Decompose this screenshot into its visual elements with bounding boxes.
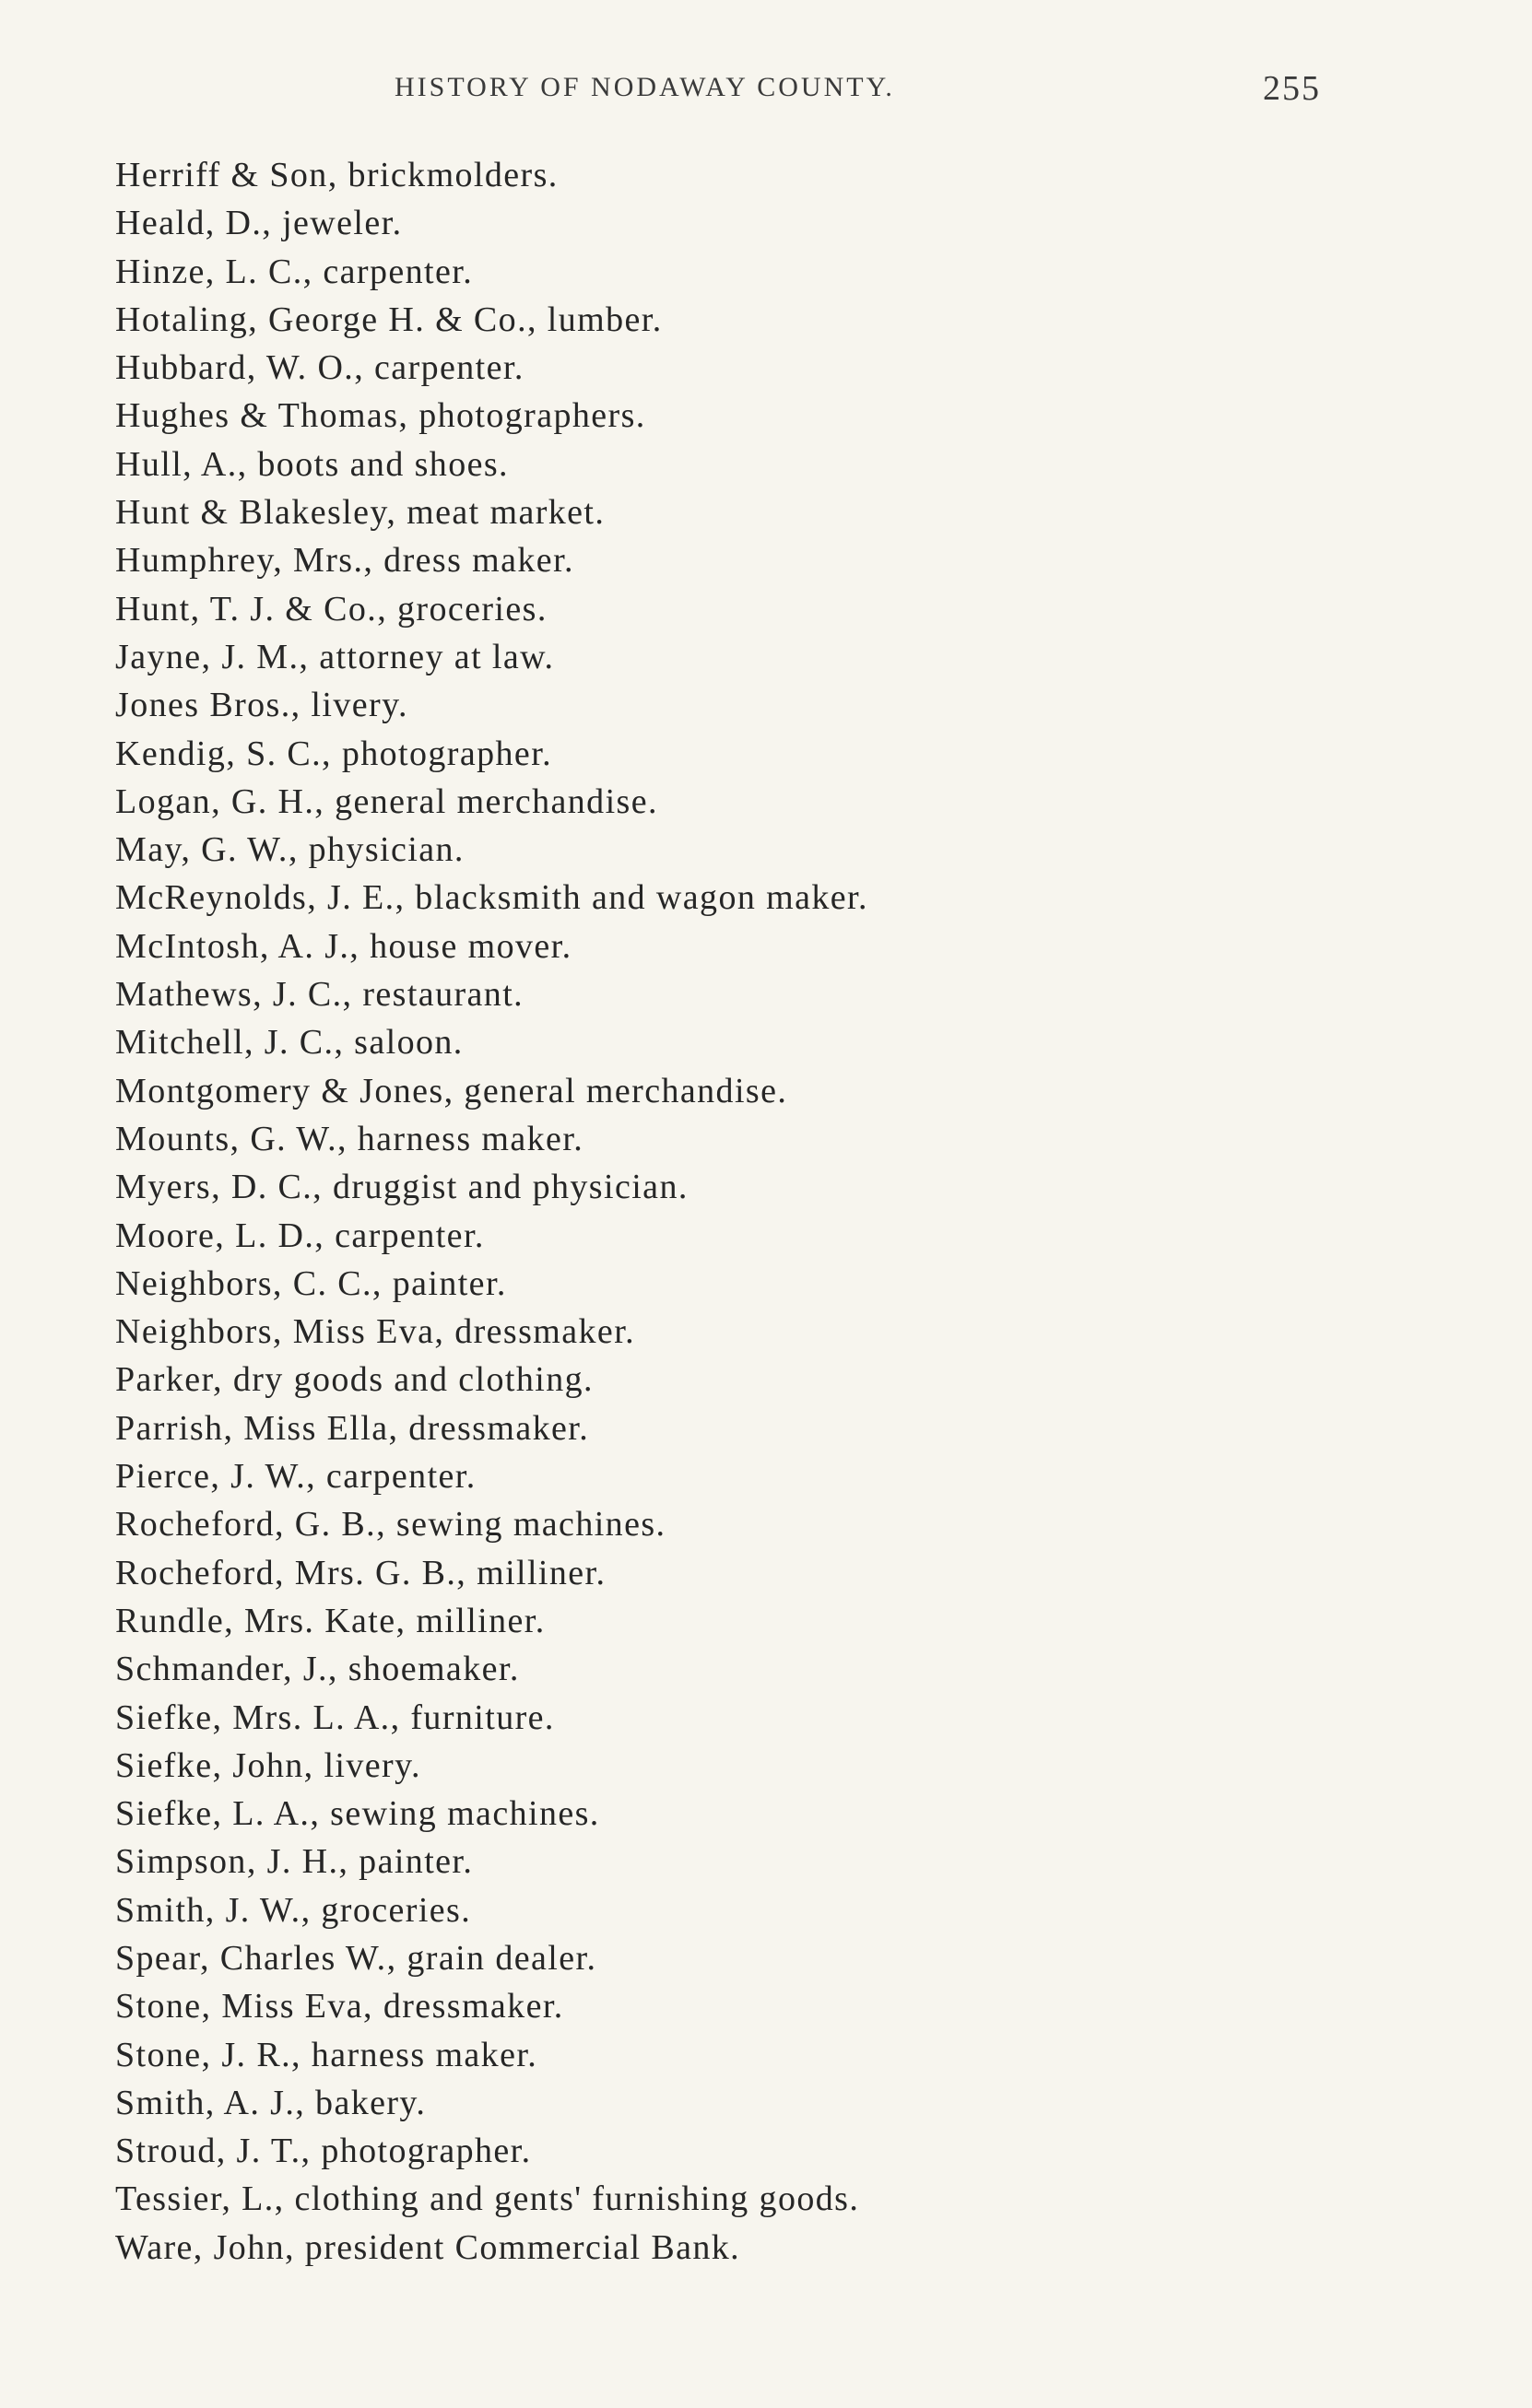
directory-entry: Kendig, S. C., photographer. bbox=[115, 734, 553, 773]
directory-entry: Rocheford, G. B., sewing machines. bbox=[115, 1505, 666, 1545]
directory-entry: Hotaling, George H. & Co., lumber. bbox=[115, 300, 663, 339]
directory-entry: Spear, Charles W., grain dealer. bbox=[115, 1938, 597, 1978]
directory-entry: Herriff & Son, brickmolders. bbox=[115, 156, 559, 194]
directory-entry: Siefke, Mrs. L. A., furniture. bbox=[115, 1697, 555, 1737]
directory-entry: Stroud, J. T., photographer. bbox=[115, 2132, 532, 2171]
directory-entry: Rundle, Mrs. Kate, milliner. bbox=[115, 1601, 546, 1640]
directory-entry: Smith, J. W., groceries. bbox=[115, 1890, 472, 1930]
directory-entry: Hull, A., boots and shoes. bbox=[115, 444, 509, 484]
directory-entry: Tessier, L., clothing and gents' furnishing goods. bbox=[115, 2179, 860, 2219]
directory-entry: Neighbors, C. C., painter. bbox=[115, 1263, 507, 1303]
directory-entry: Moore, L. D., carpenter. bbox=[115, 1216, 485, 1255]
directory-entry: Parker, dry goods and clothing. bbox=[115, 1360, 594, 1400]
directory-entry: Mitchell, J. C., saloon. bbox=[115, 1023, 464, 1063]
directory-entry: Jones Bros., livery. bbox=[115, 686, 408, 725]
directory-entry: Siefke, L. A., sewing machines. bbox=[115, 1794, 600, 1834]
directory-entry: Logan, G. H., general merchandise. bbox=[115, 781, 658, 821]
directory-entry: Neighbors, Miss Eva, dressmaker. bbox=[115, 1312, 636, 1352]
directory-entry: Mounts, G. W., harness maker. bbox=[115, 1119, 584, 1158]
directory-entry: Montgomery & Jones, general merchandise. bbox=[115, 1071, 788, 1110]
directory-entry: Stone, J. R., harness maker. bbox=[115, 2035, 538, 2074]
directory-entry: Hunt & Blakesley, meat market. bbox=[115, 493, 606, 533]
directory-entry: Schmander, J., shoemaker. bbox=[115, 1650, 520, 1689]
directory-entry: Hinze, L. C., carpenter. bbox=[115, 252, 474, 291]
directory-entry: Jayne, J. M., attorney at law. bbox=[115, 637, 555, 676]
page-number: 255 bbox=[1263, 69, 1321, 108]
directory-entry: Parrish, Miss Ella, dressmaker. bbox=[115, 1408, 590, 1448]
directory-entry: McIntosh, A. J., house mover. bbox=[115, 926, 572, 966]
directory-entry: May, G. W., physician. bbox=[115, 830, 465, 870]
directory-entry: McReynolds, J. E., blacksmith and wagon maker. bbox=[115, 878, 868, 918]
directory-entry: Rocheford, Mrs. G. B., milliner. bbox=[115, 1553, 607, 1592]
directory-entry: Pierce, J. W., carpenter. bbox=[115, 1457, 477, 1497]
directory-entry: Siefke, John, livery. bbox=[115, 1745, 421, 1785]
directory-entry: Smith, A. J., bakery. bbox=[115, 2083, 427, 2122]
directory-entry: Stone, Miss Eva, dressmaker. bbox=[115, 1987, 564, 2026]
directory-entry: Myers, D. C., druggist and physician. bbox=[115, 1168, 689, 1207]
business-directory-list bbox=[115, 151, 1479, 2272]
directory-entry: Humphrey, Mrs., dress maker. bbox=[115, 541, 574, 581]
directory-entry: Heald, D., jeweler. bbox=[115, 204, 403, 243]
directory-entry: Simpson, J. H., painter. bbox=[115, 1842, 474, 1882]
directory-entry: Hubbard, W. O., carpenter. bbox=[115, 348, 524, 388]
directory-entry: Ware, John, president Commercial Bank. bbox=[115, 2227, 741, 2267]
running-head: HISTORY OF NODAWAY COUNTY. bbox=[395, 72, 895, 102]
directory-entry: Mathews, J. C., restaurant. bbox=[115, 975, 524, 1015]
directory-entry: Hughes & Thomas, photographers. bbox=[115, 396, 646, 436]
directory-entry: Hunt, T. J. & Co., groceries. bbox=[115, 589, 548, 628]
